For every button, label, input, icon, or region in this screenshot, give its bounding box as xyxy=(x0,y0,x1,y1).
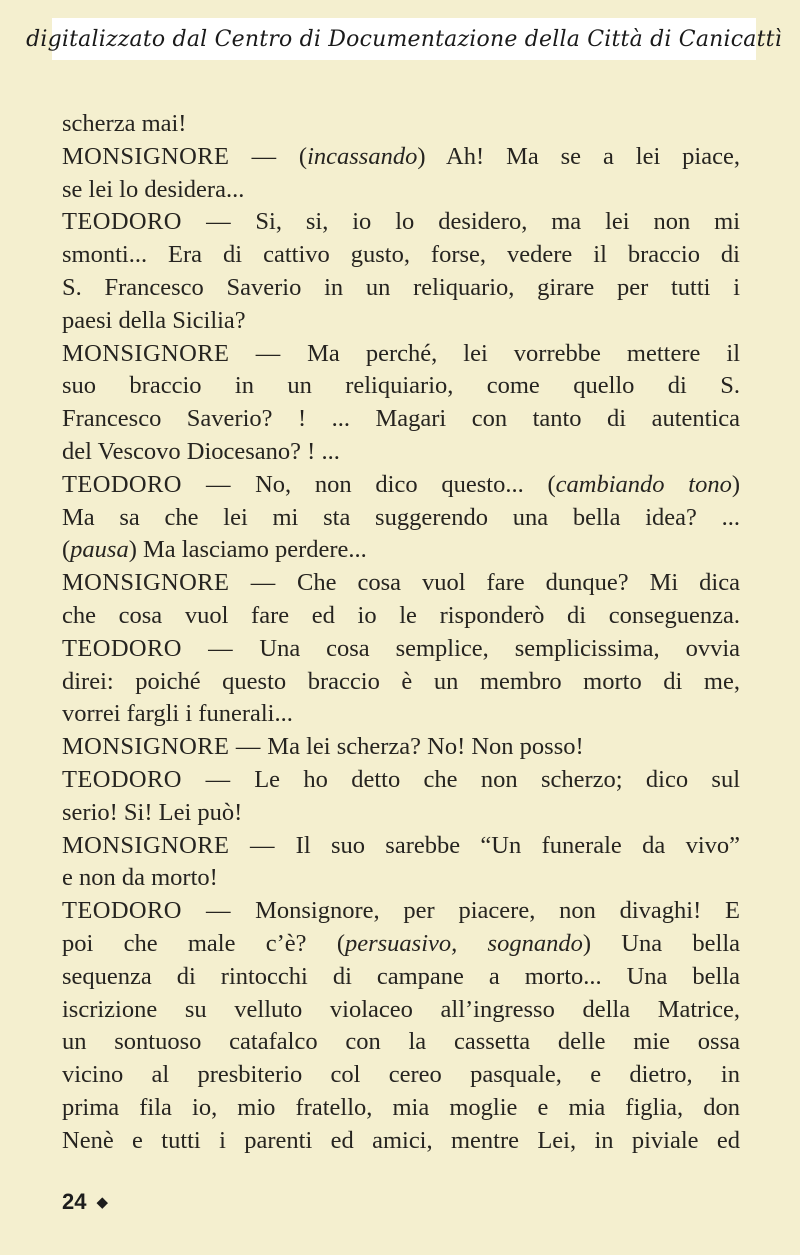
line-text: ) Una bella xyxy=(582,929,740,957)
line-text: Si, si, io lo desidero, ma lei non mi xyxy=(255,208,741,236)
line-text: Le ho detto che non scherzo; dico sul xyxy=(254,765,740,793)
line-text: S. Francesco Saverio in un reliquario, girare per tutti i xyxy=(62,273,740,301)
page-body-text xyxy=(62,108,740,1158)
line-text: iscrizione su velluto violaceo all’ingresso della Matrice, xyxy=(62,995,740,1023)
text-line xyxy=(62,272,740,305)
line-text: un sontuoso catafalco con la cassetta delle mie ossa xyxy=(62,1028,740,1056)
text-line xyxy=(62,141,740,174)
text-line xyxy=(62,1059,740,1092)
speaker-name: TEODORO — xyxy=(62,208,256,236)
text-line xyxy=(62,370,740,403)
line-text: serio! Si! Lei può! xyxy=(62,798,243,826)
line-text: Che cosa vuol fare dunque? Mi dica xyxy=(297,569,740,597)
line-text: direi: poiché questo braccio è un membro morto di me, xyxy=(62,667,740,695)
diamond-ornament-icon: ◆ xyxy=(96,1194,109,1211)
text-line xyxy=(62,502,740,535)
text-line xyxy=(62,436,740,469)
text-line xyxy=(62,994,740,1027)
speaker-name: MONSIGNORE — xyxy=(62,733,268,761)
speaker-name: TEODORO — xyxy=(62,634,260,662)
line-text: ( xyxy=(62,536,71,564)
stage-direction: persuasivo, sognando xyxy=(344,929,583,957)
text-line xyxy=(62,797,740,830)
text-line xyxy=(62,534,740,567)
line-text: ) xyxy=(731,470,741,498)
page-footer xyxy=(62,1189,108,1215)
text-line xyxy=(62,928,740,961)
page-number: 24 xyxy=(62,1189,87,1214)
line-text: Nenè e tutti i parenti ed amici, mentre Lei, in piviale ed xyxy=(62,1126,740,1154)
text-line xyxy=(62,305,740,338)
stage-direction: pausa xyxy=(70,536,129,564)
text-line xyxy=(62,108,740,141)
line-text: Francesco Saverio? ! ... Magari con tanto di autentica xyxy=(62,405,740,433)
speaker-name: MONSIGNORE — xyxy=(62,569,298,597)
text-line xyxy=(62,567,740,600)
text-line xyxy=(62,895,740,928)
text-line xyxy=(62,830,740,863)
text-line xyxy=(62,698,740,731)
speaker-name: TEODORO — xyxy=(62,470,256,498)
line-text: vicino al presbiterio col cereo pasquale, e dietro, in xyxy=(62,1061,740,1089)
line-text: Ma lei scherza? No! Non posso! xyxy=(267,733,584,761)
text-line xyxy=(62,666,740,699)
banner-text: digitalizzato dal Centro di Documentazione della Città di Canicattì xyxy=(26,26,782,52)
speaker-name: TEODORO — xyxy=(62,765,255,793)
text-line xyxy=(62,338,740,371)
line-text: scherza mai! xyxy=(62,110,187,137)
text-line xyxy=(62,1026,740,1059)
stage-direction: incassando xyxy=(307,142,418,170)
text-line xyxy=(62,403,740,436)
stage-direction: cambiando tono xyxy=(555,470,732,498)
text-line xyxy=(62,731,740,764)
line-text: ) Ma lasciamo perdere... xyxy=(128,536,367,564)
text-line xyxy=(62,961,740,994)
speaker-name: MONSIGNORE — xyxy=(62,142,299,170)
line-text: e non da morto! xyxy=(62,864,218,892)
speaker-name: MONSIGNORE — xyxy=(62,831,296,859)
line-text: paesi della Sicilia? xyxy=(62,306,246,334)
line-text: Ma sa che lei mi sta suggerendo una bella idea? ... xyxy=(62,503,740,531)
text-line xyxy=(62,469,740,502)
speaker-name: TEODORO — xyxy=(62,897,256,925)
text-line xyxy=(62,239,740,272)
line-text: del Vescovo Diocesano? ! ... xyxy=(62,437,340,465)
line-text: poi che male c’è? ( xyxy=(62,929,345,957)
line-text: Il suo sarebbe “Un funerale da vivo” xyxy=(295,831,740,859)
digitization-banner xyxy=(26,18,782,60)
line-text: prima fila io, mio fratello, mia moglie e mia figlia, don xyxy=(62,1093,740,1121)
text-line xyxy=(62,174,740,207)
line-text: ( xyxy=(298,142,308,170)
text-line xyxy=(62,600,740,633)
line-text: smonti... Era di cattivo gusto, forse, vedere il braccio di xyxy=(62,241,740,269)
text-line xyxy=(62,862,740,895)
line-text: che cosa vuol fare ed io le risponderò di conseguenza. xyxy=(62,601,740,629)
text-line xyxy=(62,764,740,797)
line-text: Monsignore, per piacere, non divaghi! E xyxy=(255,897,740,925)
line-text: suo braccio in un reliquiario, come quello di S. xyxy=(62,372,740,400)
speaker-name: MONSIGNORE — xyxy=(62,339,308,367)
line-text: se lei lo desidera... xyxy=(62,175,245,203)
line-text: Una cosa semplice, semplicissima, ovvia xyxy=(259,634,740,662)
line-text: No, non dico questo... ( xyxy=(255,470,556,498)
text-line xyxy=(62,206,740,239)
text-line xyxy=(62,1092,740,1125)
line-text: Ma perché, lei vorrebbe mettere il xyxy=(307,339,740,367)
line-text: ) Ah! Ma se a lei piace, xyxy=(417,142,740,170)
line-text: sequenza di rintocchi di campane a morto... Una bella xyxy=(62,962,740,990)
text-line xyxy=(62,633,740,666)
line-text: vorrei fargli i funerali... xyxy=(62,700,293,728)
text-line xyxy=(62,1125,740,1158)
